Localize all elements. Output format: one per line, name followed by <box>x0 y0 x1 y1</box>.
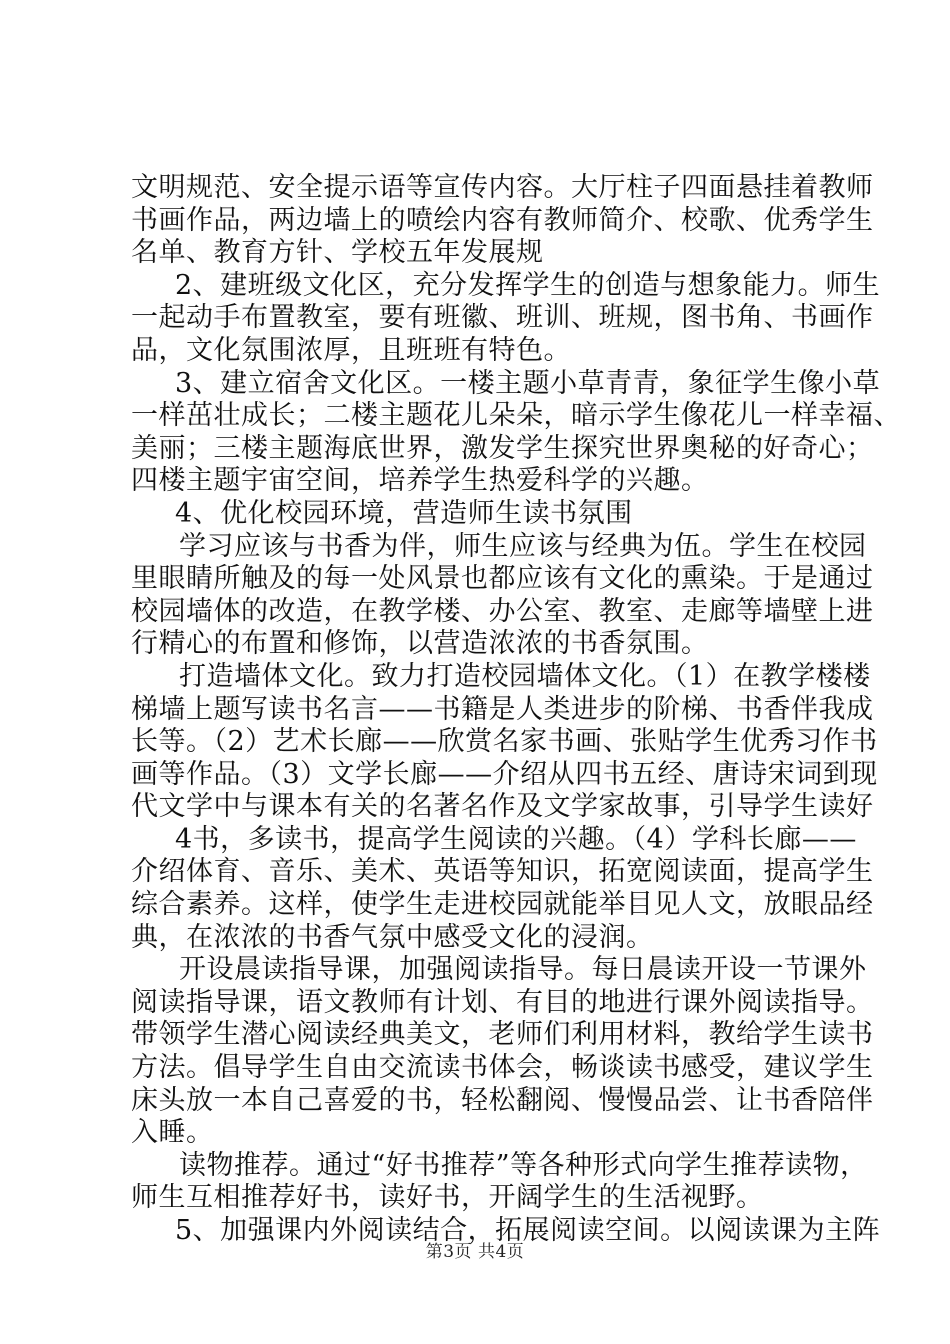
text-line: 2、建班级文化区，充分发挥学生的创造与想象能力。师生 <box>175 269 881 301</box>
text-line: 代文学中与课本有关的名著名作及文学家故事，引导学生读好 <box>131 791 874 823</box>
text-line: 带领学生潜心阅读经典美文，老师们利用材料，教给学生读书 <box>131 1019 874 1051</box>
text-line: 长等。（2）艺术长廊——欣赏名家书画、张贴学生优秀习作书 <box>131 726 878 758</box>
text-line: 品，文化氛围浓厚，且班班有特色。 <box>131 334 571 366</box>
text-line: 学习应该与书香为伴，师生应该与经典为伍。学生在校园 <box>179 530 867 562</box>
text-line: 开设晨读指导课，加强阅读指导。每日晨读开设一节课外 <box>179 954 867 986</box>
text-line: 一起动手布置教室，要有班徽、班训、班规，图书角、书画作 <box>131 302 874 334</box>
text-line: 美丽；三楼主题海底世界，激发学生探究世界奥秘的好奇心； <box>131 432 874 464</box>
text-line: 校园墙体的改造，在教学楼、办公室、教室、走廊等墙壁上进 <box>131 595 874 627</box>
text-line: 里眼睛所触及的每一处风景也都应该有文化的熏染。于是通过 <box>131 563 874 595</box>
section-heading: 5、加强课内外阅读结合，拓展阅读空间。以阅读课为主阵 <box>175 1215 881 1246</box>
text-line: 书画作品，两边墙上的喷绘内容有教师简介、校歌、优秀学生 <box>131 204 874 236</box>
text-line: 一样茁壮成长；二楼主题花儿朵朵，暗示学生像花儿一样幸福、 <box>131 400 901 432</box>
text-line: 梯墙上题写读书名言——书籍是人类进步的阶梯、书香伴我成 <box>131 693 874 725</box>
text-line: 综合素养。这样，使学生走进校园就能举目见人文，放眼品经 <box>131 889 874 921</box>
text-line: 入睡。 <box>131 1117 214 1149</box>
text-line: 3、建立宿舍文化区。一楼主题小草青青，象征学生像小草 <box>175 367 881 399</box>
text-line: 阅读指导课，语文教师有计划、有目的地进行课外阅读指导。 <box>131 986 874 1018</box>
section-heading: 4、优化校园环境，营造师生读书氛围 <box>175 497 633 529</box>
page-number-footer: 第3页 共4页 <box>425 1242 525 1262</box>
text-line: 读物推荐。通过“好书推荐”等各种形式向学生推荐读物， <box>179 1149 868 1181</box>
text-line: 文明规范、安全提示语等宣传内容。大厅柱子四面悬挂着教师 <box>131 172 874 203</box>
text-line: 介绍体育、音乐、美术、英语等知识，拓宽阅读面，提高学生 <box>131 856 874 888</box>
text-line: 方法。倡导学生自由交流读书体会，畅谈读书感受，建议学生 <box>131 1052 874 1084</box>
text-line: 4书，多读书，提高学生阅读的兴趣。（4）学科长廊—— <box>175 823 857 855</box>
text-line: 师生互相推荐好书，读好书，开阔学生的生活视野。 <box>131 1182 764 1214</box>
text-line: 床头放一本自己喜爱的书，轻松翻阅、慢慢品尝、让书香陪伴 <box>131 1084 874 1116</box>
text-line: 打造墙体文化。致力打造校园墙体文化。（1）在教学楼楼 <box>179 660 871 692</box>
text-line: 典，在浓浓的书香气氛中感受文化的浸润。 <box>131 921 654 953</box>
text-line: 四楼主题宇宙空间，培养学生热爱科学的兴趣。 <box>131 465 709 497</box>
text-line: 画等作品。（3）文学长廊——介绍从四书五经、唐诗宋词到现 <box>131 758 878 790</box>
document-body <box>131 172 901 1248</box>
text-line: 行精心的布置和修饰，以营造浓浓的书香氛围。 <box>131 628 709 660</box>
text-line: 名单、教育方针、学校五年发展规 <box>131 237 544 269</box>
